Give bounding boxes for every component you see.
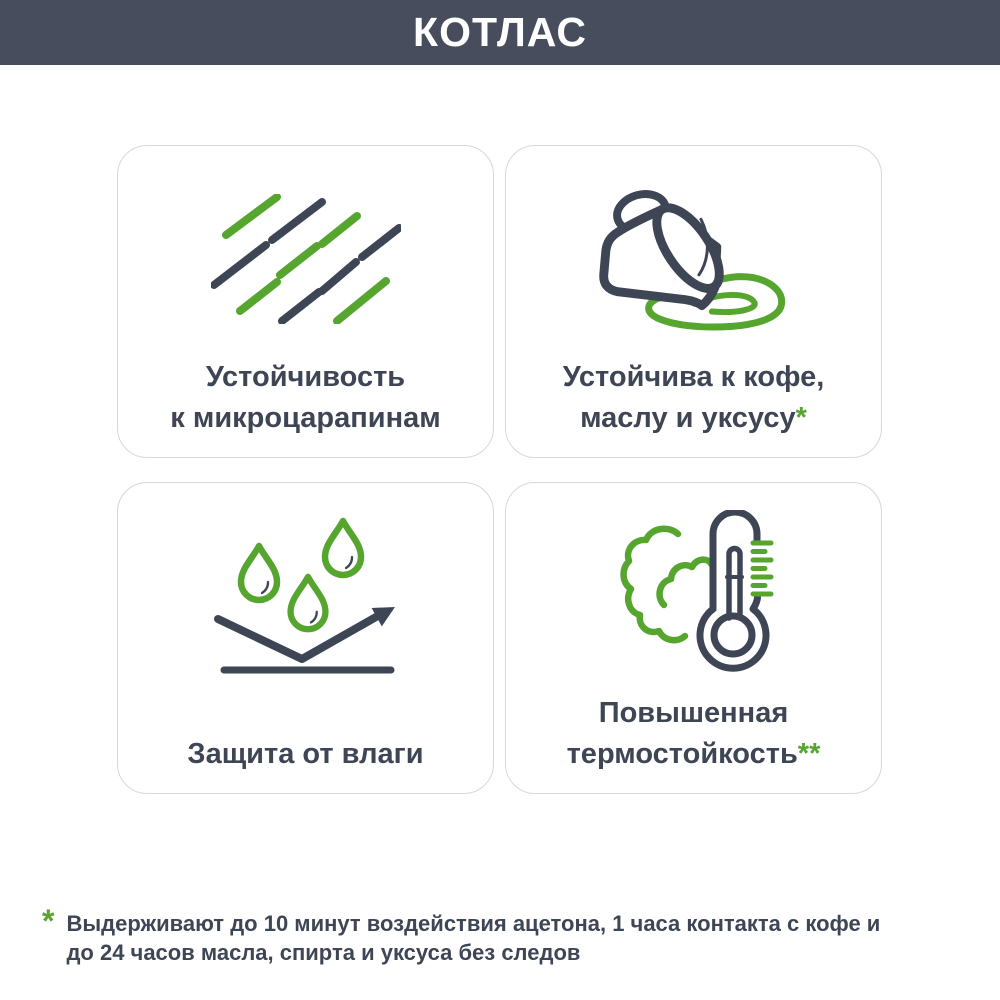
footnote-line: Выдерживают до 10 минут воздействия ацетона, 1 часа контакта с кофе и xyxy=(66,911,881,936)
feature-label-line: Устойчива к кофе, xyxy=(562,361,825,393)
water-drops-icon xyxy=(208,515,403,675)
feature-label-line xyxy=(187,693,423,734)
feature-card-spill-resistance xyxy=(505,145,882,458)
footnote-asterisk: * xyxy=(42,903,55,939)
product-title: КОТЛАС xyxy=(413,9,587,55)
feature-label-line: Защита от влаги xyxy=(187,738,424,770)
feature-label-line: Повышенная xyxy=(598,697,789,729)
feature-label xyxy=(563,357,825,457)
feature-card-heat-resistance xyxy=(505,482,882,794)
water-drops-icon-wrap xyxy=(118,483,493,693)
feature-label-line: к микроцарапинам xyxy=(170,402,441,434)
feature-cards-grid xyxy=(117,145,882,794)
scratches-icon xyxy=(211,194,401,324)
feature-card-moisture-protection xyxy=(117,482,494,794)
footnote-text xyxy=(66,906,880,967)
feature-label-line: термостойкость** xyxy=(566,738,821,770)
feature-card-scratch-resistance xyxy=(117,145,494,458)
footnote xyxy=(42,903,952,967)
footnote-line: до 24 часов масла, спирта и уксуса без следов xyxy=(66,940,581,965)
thermometer-icon-wrap xyxy=(506,483,881,693)
footnote-mark: * xyxy=(795,402,807,434)
feature-label xyxy=(170,357,440,457)
scratches-icon-wrap xyxy=(118,146,493,357)
feature-label-line: маслу и уксусу* xyxy=(580,402,807,434)
spilled-cup-icon-wrap xyxy=(506,146,881,357)
title-bar xyxy=(0,0,1000,65)
footnote-mark: ** xyxy=(797,738,821,770)
thermometer-icon xyxy=(614,510,774,680)
spilled-cup-icon xyxy=(585,179,803,339)
feature-label-line: Устойчивость xyxy=(205,361,406,393)
feature-label xyxy=(567,693,821,793)
feature-label xyxy=(187,693,423,793)
